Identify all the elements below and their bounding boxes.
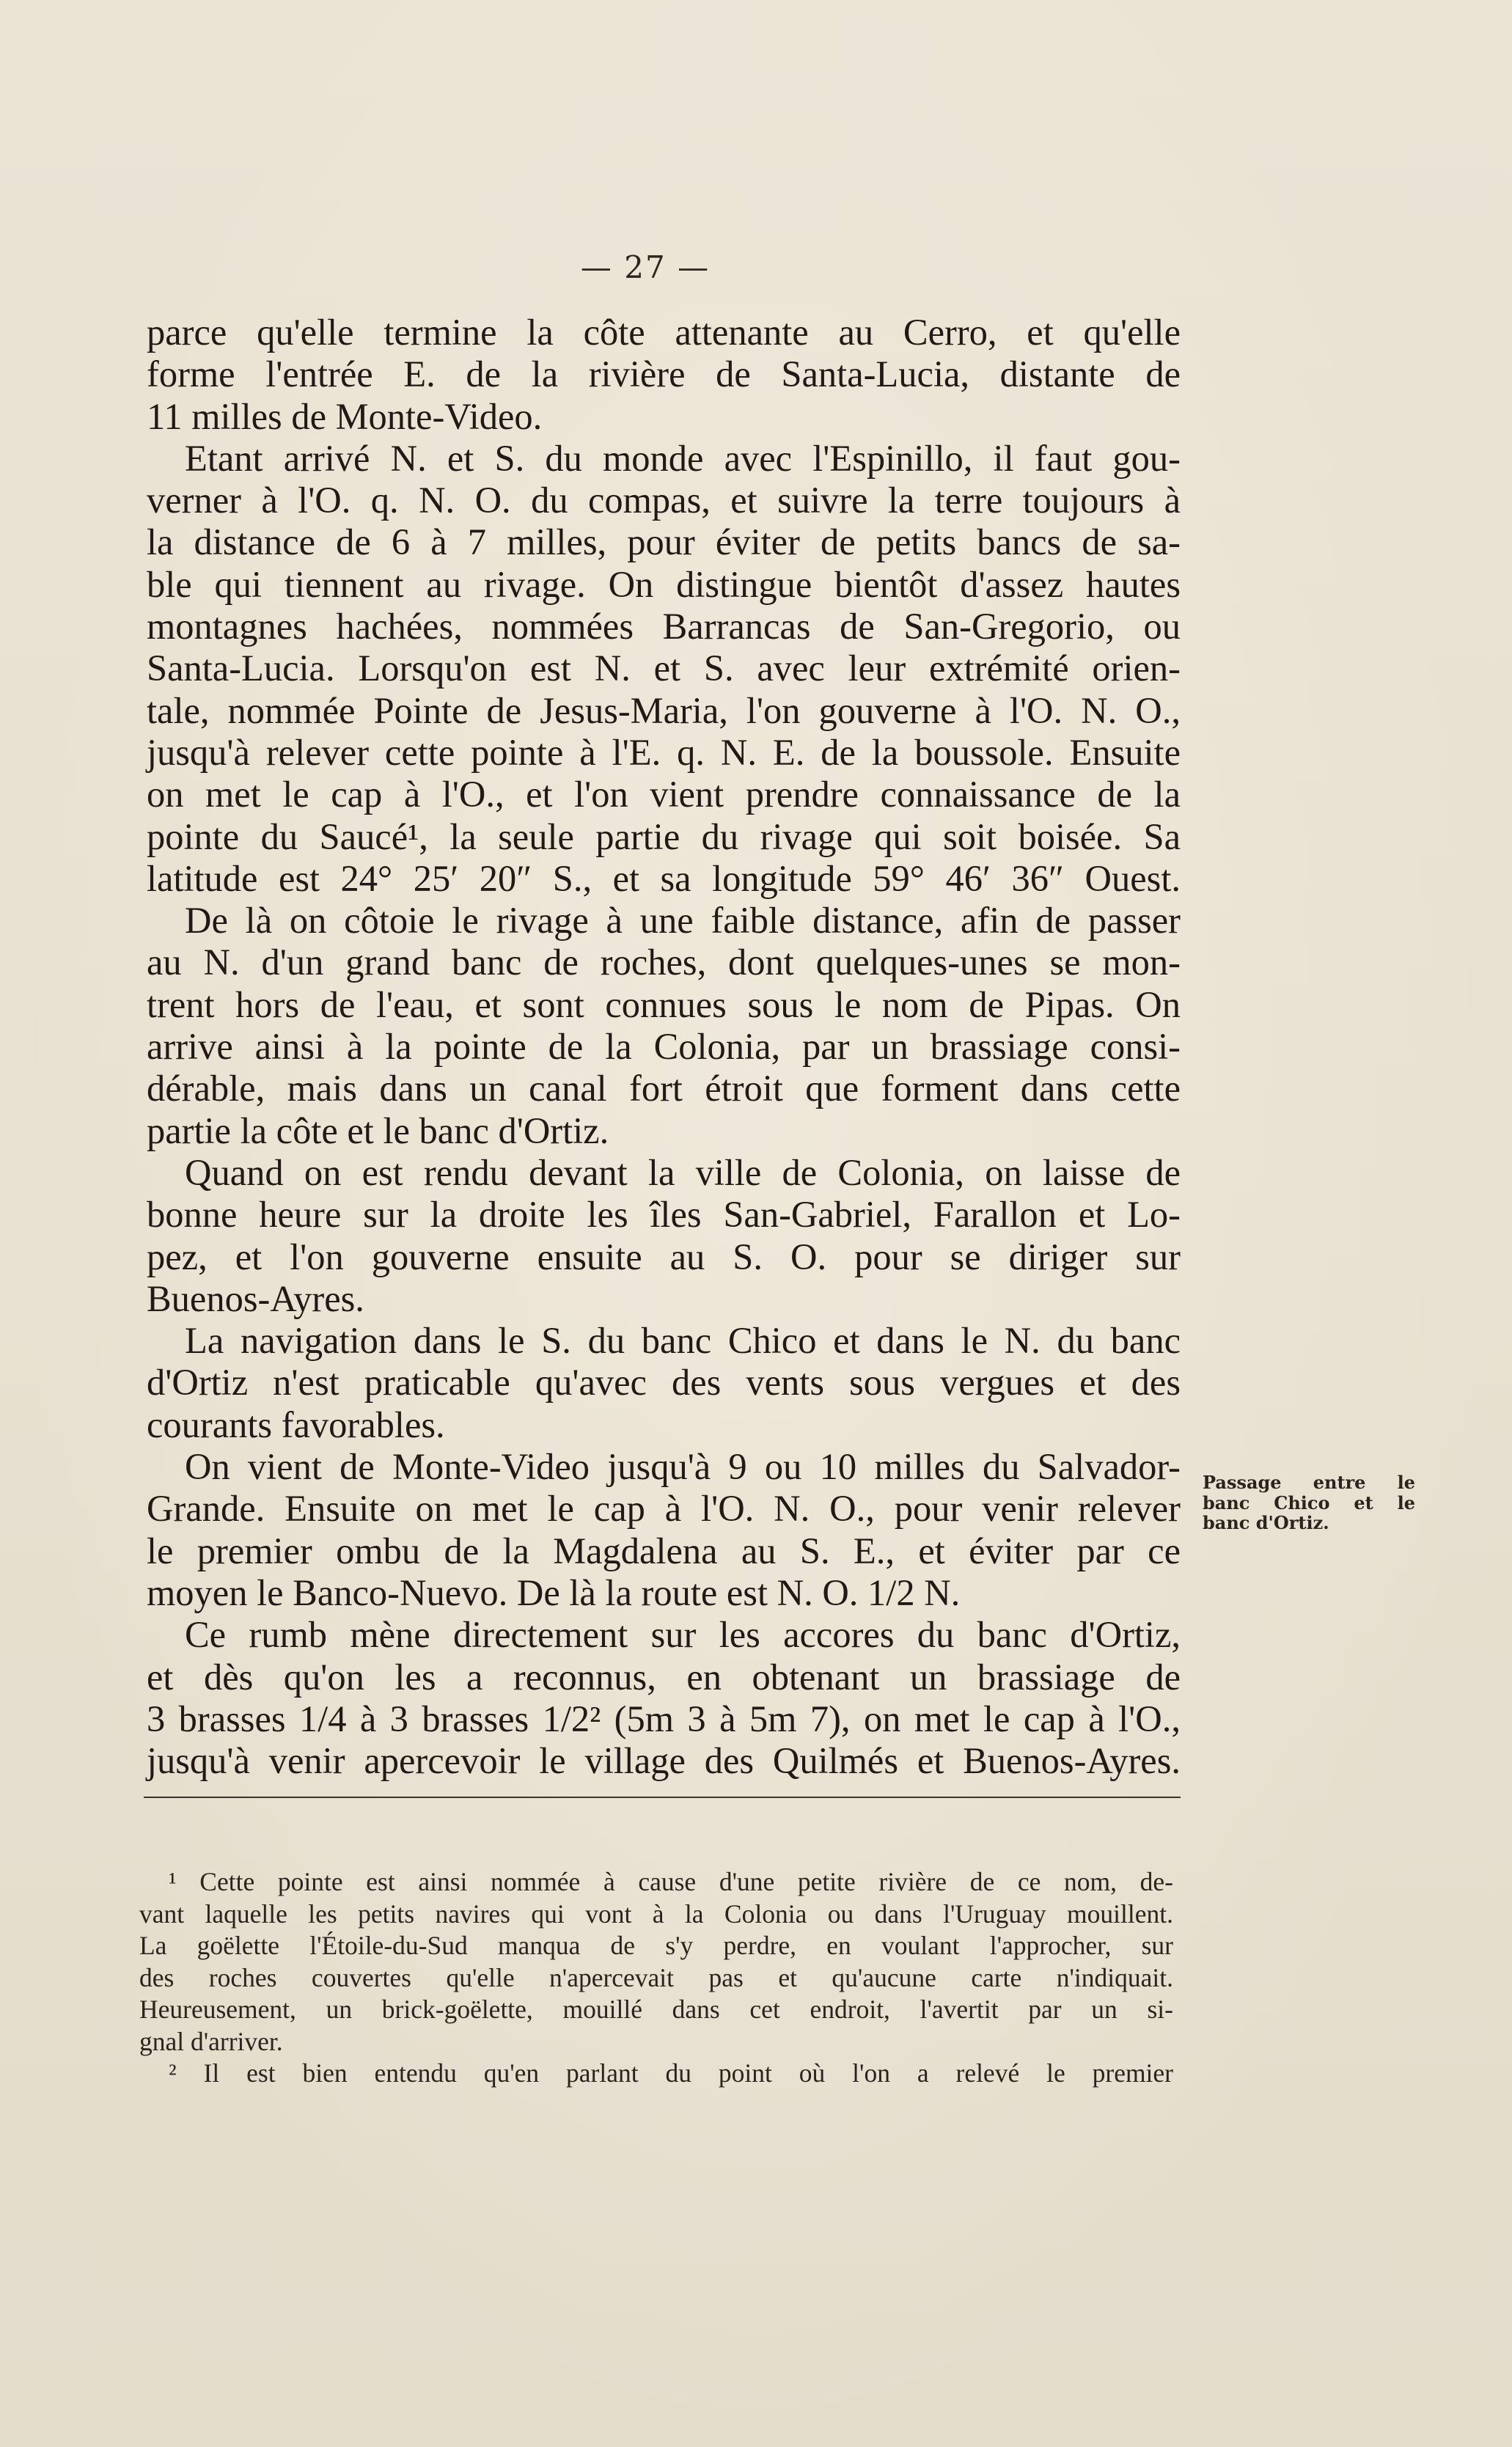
text-line: pointe du Saucé¹, la seule partie du rivage qui soit boisée. Sa — [147, 815, 1181, 857]
text-line: au N. d'un grand banc de roches, dont quelques-unes se mon- — [147, 942, 1181, 983]
text-line: Quand on est rendu devant la ville de Colonia, on laisse de — [185, 1151, 1181, 1193]
text-line: trent hors de l'eau, et sont connues sous le nom de Pipas. On — [147, 983, 1181, 1025]
text-line: arrive ainsi à la pointe de la Colonia, par un brassiage consi- — [147, 1026, 1181, 1068]
text-line: moyen le Banco-Nuevo. De là la route est N. O. 1/2 N. — [147, 1571, 961, 1613]
footnote-separator — [144, 1797, 1181, 1798]
text-line: ble qui tiennent au rivage. On distingue bientôt d'assez hautes — [147, 563, 1181, 605]
text-line: on met le cap à l'O., et l'on vient prendre connaissance de la — [147, 774, 1181, 815]
text-line: latitude est 24° 25′ 20″ S., et sa longitude 59° 46′ 36″ Ouest. — [147, 857, 1181, 899]
text-line: forme l'entrée E. de la rivière de Santa-Lucia, distante de — [147, 353, 1181, 395]
footnotes — [139, 1866, 1173, 2090]
text-line: tale, nommée Pointe de Jesus-Maria, l'on gouverne à l'O. N. O., — [147, 689, 1181, 731]
page-number: — 27 — — [580, 249, 711, 285]
margin-note-line: Passage entre le — [1203, 1472, 1415, 1493]
margin-note-line: banc d'Ortiz. — [1203, 1512, 1329, 1533]
text-line: parce qu'elle termine la côte attenante au Cerro, et qu'elle — [147, 312, 1181, 353]
text-line: La navigation dans le S. du banc Chico et dans le N. du banc — [185, 1320, 1181, 1362]
footnote-line: ² Il est bien entendu qu'en parlant du point où l'on a relevé le premier — [169, 2058, 1173, 2088]
text-line: Ce rumb mène directement sur les accores du banc d'Ortiz, — [185, 1614, 1181, 1656]
footnote-line: gnal d'arriver. — [139, 2026, 283, 2056]
text-line: De là on côtoie le rivage à une faible distance, afin de passer — [185, 900, 1181, 942]
text-line: verner à l'O. q. N. O. du compas, et suivre la terre toujours à — [147, 480, 1181, 521]
text-line: le premier ombu de la Magdalena au S. E., et éviter par ce — [147, 1530, 1181, 1571]
margin-note — [1203, 1472, 1415, 1533]
main-text — [147, 312, 1181, 1782]
text-line: dérable, mais dans un canal fort étroit que forment dans cette — [147, 1068, 1181, 1109]
text-line: d'Ortiz n'est praticable qu'avec des vents sous vergues et des — [147, 1362, 1181, 1404]
text-line: 11 milles de Monte-Video. — [147, 395, 543, 437]
footnote-line: Heureusement, un brick-goëlette, mouillé dans cet endroit, l'avertit par un si- — [139, 1995, 1173, 2024]
text-line: On vient de Monte-Video jusqu'à 9 ou 10 milles du Salvador- — [185, 1446, 1181, 1488]
text-line: montagnes hachées, nommées Barrancas de San-Gregorio, ou — [147, 606, 1181, 647]
footnote-line: vant laquelle les petits navires qui vont à la Colonia ou dans l'Uruguay mouillent. — [139, 1898, 1173, 1929]
footnote-line: des roches couvertes qu'elle n'apercevait pas et qu'aucune carte n'indiquait. — [139, 1962, 1173, 1992]
text-line: Etant arrivé N. et S. du monde avec l'Espinillo, il faut gou- — [185, 437, 1181, 479]
text-line: bonne heure sur la droite les îles San-Gabriel, Farallon et Lo- — [147, 1194, 1181, 1236]
text-line: jusqu'à venir apercevoir le village des Quilmés et Buenos-Ayres. — [147, 1740, 1181, 1782]
text-line: et dès qu'on les a reconnus, en obtenant un brassiage de — [147, 1656, 1181, 1698]
text-line: 3 brasses 1/4 à 3 brasses 1/2² (5m 3 à 5m 7), on met le cap à l'O., — [147, 1698, 1181, 1739]
text-line: Buenos-Ayres. — [147, 1277, 364, 1319]
footnote-line: La goëlette l'Étoile-du-Sud manqua de s'y perdre, en voulant l'approcher, sur — [139, 1931, 1173, 1960]
text-line: la distance de 6 à 7 milles, pour éviter de petits bancs de sa- — [147, 521, 1181, 563]
text-line: Santa-Lucia. Lorsqu'on est N. et S. avec leur extrémité orien- — [147, 647, 1181, 689]
text-line: partie la côte et le banc d'Ortiz. — [147, 1109, 609, 1151]
text-line: pez, et l'on gouverne ensuite au S. O. pour se diriger sur — [147, 1236, 1181, 1277]
text-line: jusqu'à relever cette pointe à l'E. q. N. E. de la boussole. Ensuite — [147, 731, 1181, 773]
footnote-line: ¹ Cette pointe est ainsi nommée à cause d'une petite rivière de ce nom, de- — [169, 1867, 1173, 1896]
text-line: courants favorables. — [147, 1404, 445, 1445]
text-line: Grande. Ensuite on met le cap à l'O. N. O., pour venir relever — [147, 1488, 1181, 1530]
margin-note-line: banc Chico et le — [1203, 1492, 1415, 1514]
